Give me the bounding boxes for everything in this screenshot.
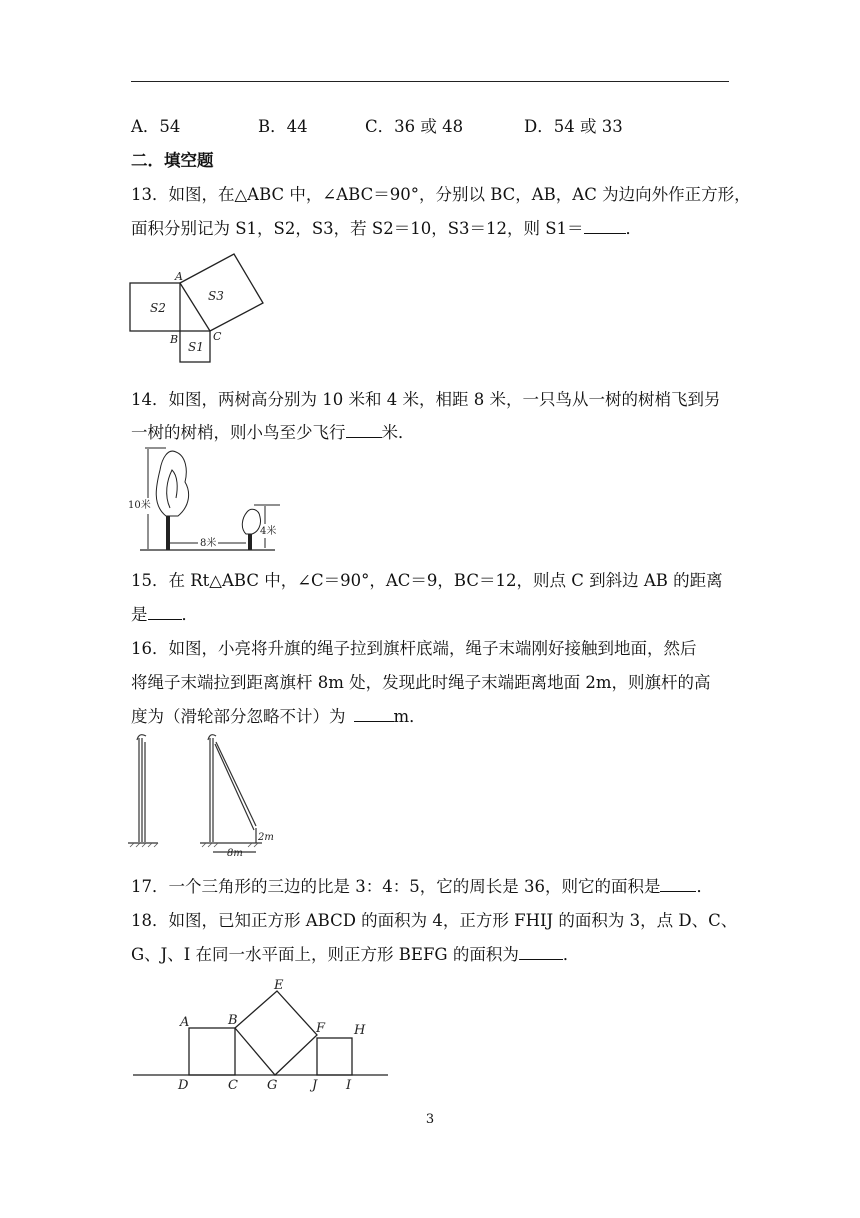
q18-figure [125,972,395,1094]
label-s2: S2 [150,301,166,315]
q18-line2: G、J、I 在同一水平面上，则正方形 BEFG 的面积为 ． [131,945,580,964]
answer-blank [346,421,382,438]
label-b: B [228,1013,238,1028]
label-g: G [267,1078,278,1093]
option-d: D．54 或 33 [524,117,623,136]
label-s1: S1 [188,340,204,354]
label-f: F [316,1021,326,1036]
section-title: 二．填空题 [131,151,214,170]
label-e: E [274,978,284,993]
q16-figure [125,728,274,860]
q14-line1: 14．如图，两树高分别为 10 米和 4 米，相距 8 米，一只鸟从一树的树梢飞到另 [131,390,721,409]
label-i: I [346,1078,352,1093]
label-2m: 2m [258,832,274,843]
label-height-4: 4米 [260,526,277,537]
label-a: A [180,1015,190,1030]
header-rule [131,81,729,82]
answer-blank [148,603,182,620]
q15-line1: 15．在 Rt△ABC 中，∠C＝90°，AC＝9，BC＝12，则点 C 到斜边 AB 的距离 [131,571,723,590]
answer-blank [519,943,563,960]
label-h: H [354,1023,366,1038]
answer-blank [354,705,394,722]
answer-blank [660,875,696,892]
label-s3: S3 [208,289,224,303]
q14-figure [125,445,285,557]
q16-line3: 度为（滑轮部分忽略不计）为 m． [131,707,426,726]
page-number: 3 [425,1112,435,1127]
q13-line2: 面积分别记为 S1，S2，S3，若 S2＝10，S3＝12，则 S1＝ ． [131,219,643,238]
option-a: A．54 [131,117,181,136]
label-distance-8: 8米 [200,538,217,549]
label-c: C [213,330,222,343]
label-d: D [178,1078,189,1093]
q15-line2: 是 ． [131,605,198,624]
q16-line1: 16．如图，小亮将升旗的绳子拉到旗杆底端，绳子末端刚好接触到地面，然后 [131,639,697,658]
option-b: B．44 [258,117,308,136]
label-b: B [170,333,179,346]
label-c: C [228,1078,238,1093]
label-a: A [175,270,183,283]
label-j: J [312,1078,318,1093]
q16-line2: 将绳子末端拉到距离旗杆 8m 处，发现此时绳子末端距离地面 2m，则旗杆的高 [131,673,711,692]
q18-line1: 18．如图，已知正方形 ABCD 的面积为 4，正方形 FHIJ 的面积为 3，点 D、C、 [131,911,738,930]
q17-line1: 17．一个三角形的三边的比是 3：4：5，它的周长是 36，则它的面积是 ． [131,877,713,896]
q14-line2: 一树的树梢，则小鸟至少飞行 米． [131,423,415,442]
option-c: C．36 或 48 [365,117,464,136]
q13-figure [125,268,270,368]
label-height-10: 10米 [128,500,151,511]
q13-line1: 13．如图，在△ABC 中，∠ABC＝90°，分别以 BC，AB，AC 为边向外作正方形， [131,185,751,204]
answer-blank [584,217,626,234]
label-8m: 8m [227,848,243,859]
